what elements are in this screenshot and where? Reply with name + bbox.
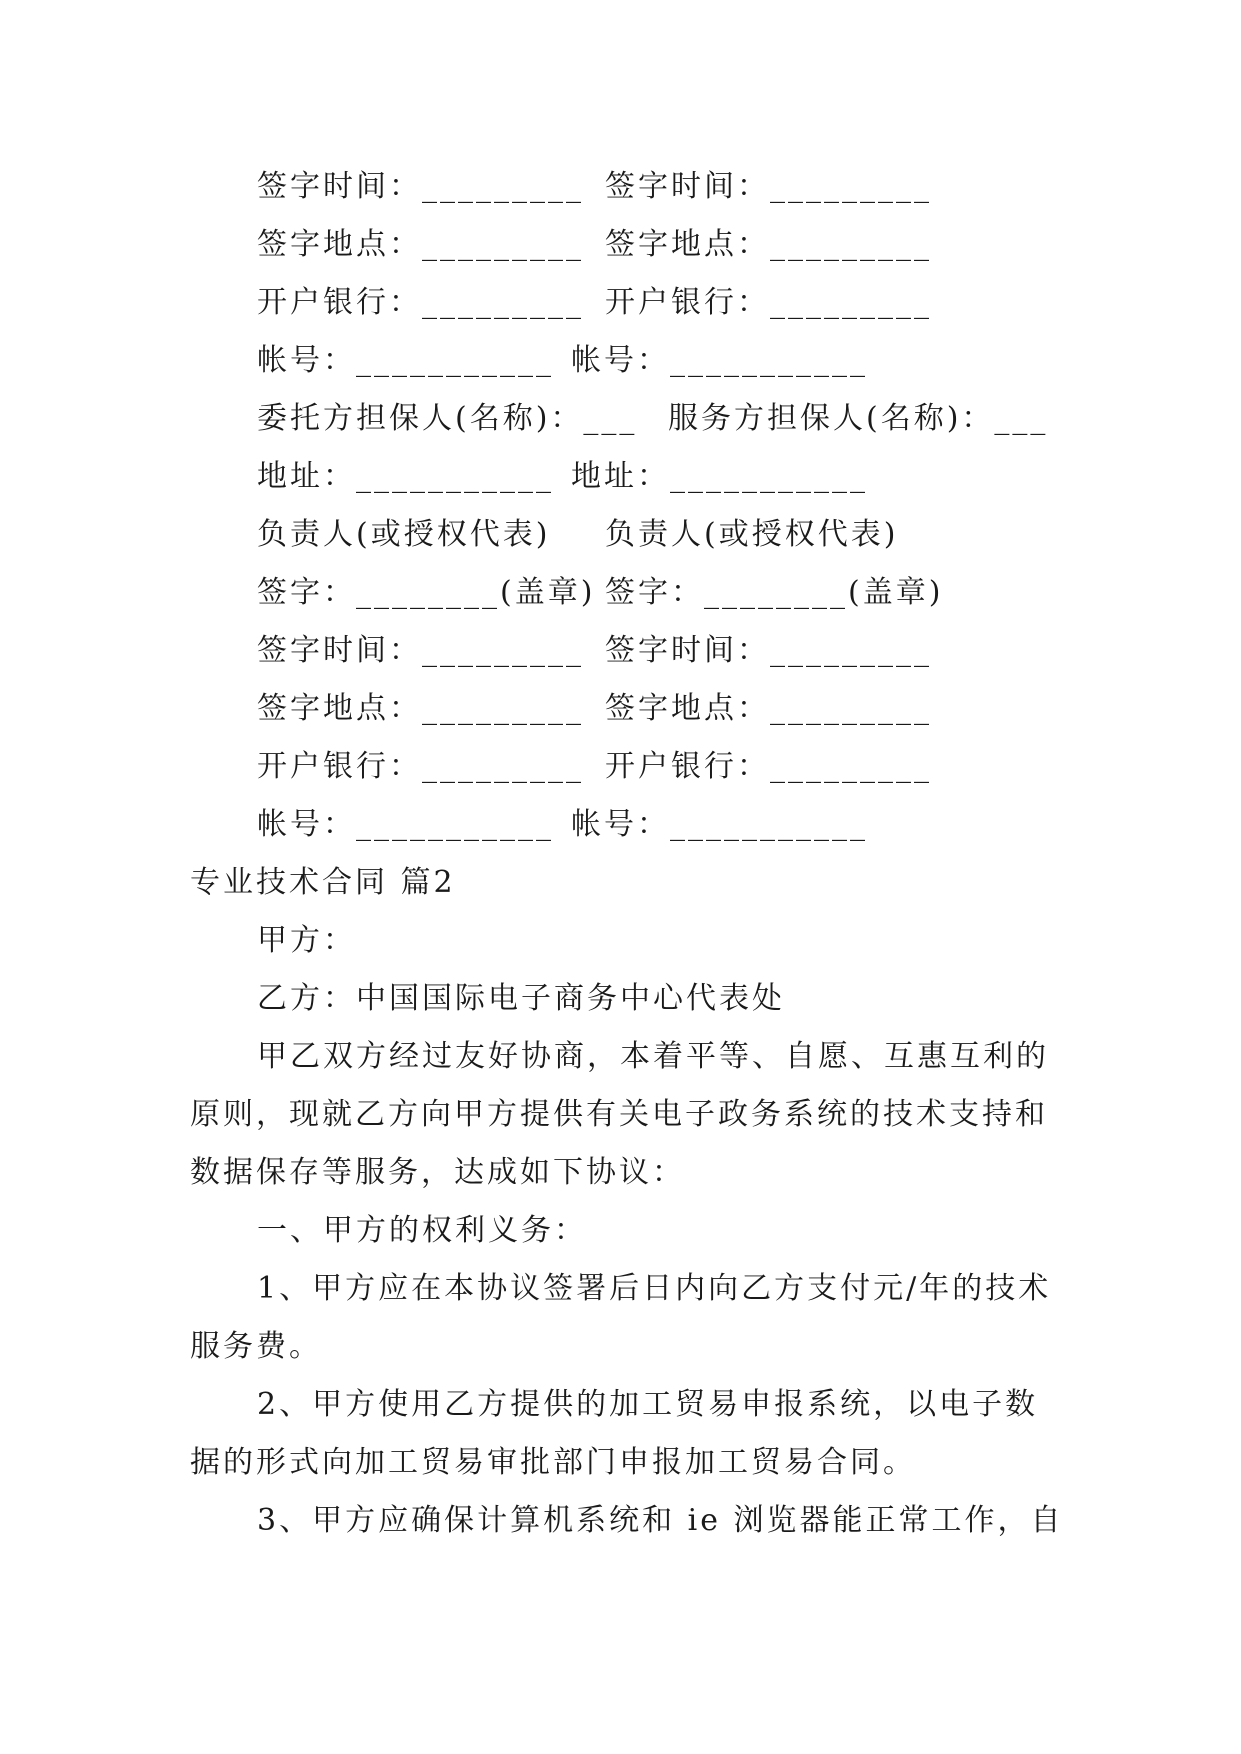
bank-left-2: 开户银行：_________ (257, 749, 584, 784)
sign-place-right-2: 签字地点：_________ (605, 691, 932, 726)
sign-time-right-2: 签字时间：_________ (605, 633, 932, 668)
sign-place-left-2: 签字地点：_________ (257, 691, 584, 726)
item-2-line-1: 2、甲方使用乙方提供的加工贸易申报系统，以电子数 (257, 1387, 1039, 1422)
representative-left: 负责人(或授权代表) (257, 517, 551, 552)
signature-left: 签字：________(盖章) (257, 575, 596, 610)
party-b: 乙方：中国国际电子商务中心代表处 (257, 981, 785, 1016)
account-right: 帐号：___________ (571, 343, 868, 378)
guarantor-left: 委托方担保人(名称)：___ (257, 401, 638, 436)
account-left-2: 帐号：___________ (257, 807, 554, 842)
sign-time-right: 签字时间：_________ (605, 169, 932, 204)
bank-right: 开户银行：_________ (605, 285, 932, 320)
representative-right: 负责人(或授权代表) (605, 517, 899, 552)
item-1-line-1: 1、甲方应在本协议签署后日内向乙方支付元/年的技术 (257, 1271, 1052, 1306)
signature-right: 签字：________(盖章) (605, 575, 944, 610)
intro-line-1: 甲乙双方经过友好协商，本着平等、自愿、互惠互利的 (257, 1039, 1049, 1074)
bank-left: 开户银行：_________ (257, 285, 584, 320)
section-title: 专业技术合同 篇2 (190, 865, 456, 900)
intro-line-2: 原则，现就乙方向甲方提供有关电子政务系统的技术支持和 (190, 1097, 1048, 1132)
item-2-line-2: 据的形式向加工贸易审批部门申报加工贸易合同。 (190, 1445, 916, 1480)
party-a: 甲方： (257, 923, 356, 958)
address-left: 地址：___________ (257, 459, 554, 494)
item-1-line-2: 服务费。 (190, 1329, 322, 1364)
bank-right-2: 开户银行：_________ (605, 749, 932, 784)
sign-place-left: 签字地点：_________ (257, 227, 584, 262)
item-3-line-1: 3、甲方应确保计算机系统和 ie 浏览器能正常工作，自 (257, 1503, 1064, 1538)
account-right-2: 帐号：___________ (571, 807, 868, 842)
guarantor-right: 服务方担保人(名称)：___ (668, 401, 1049, 436)
intro-line-3: 数据保存等服务，达成如下协议： (190, 1155, 685, 1190)
sign-time-left: 签字时间：_________ (257, 169, 584, 204)
heading-rights-obligations: 一、甲方的权利义务： (257, 1213, 587, 1248)
account-left: 帐号：___________ (257, 343, 554, 378)
sign-place-right: 签字地点：_________ (605, 227, 932, 262)
sign-time-left-2: 签字时间：_________ (257, 633, 584, 668)
address-right: 地址：___________ (571, 459, 868, 494)
